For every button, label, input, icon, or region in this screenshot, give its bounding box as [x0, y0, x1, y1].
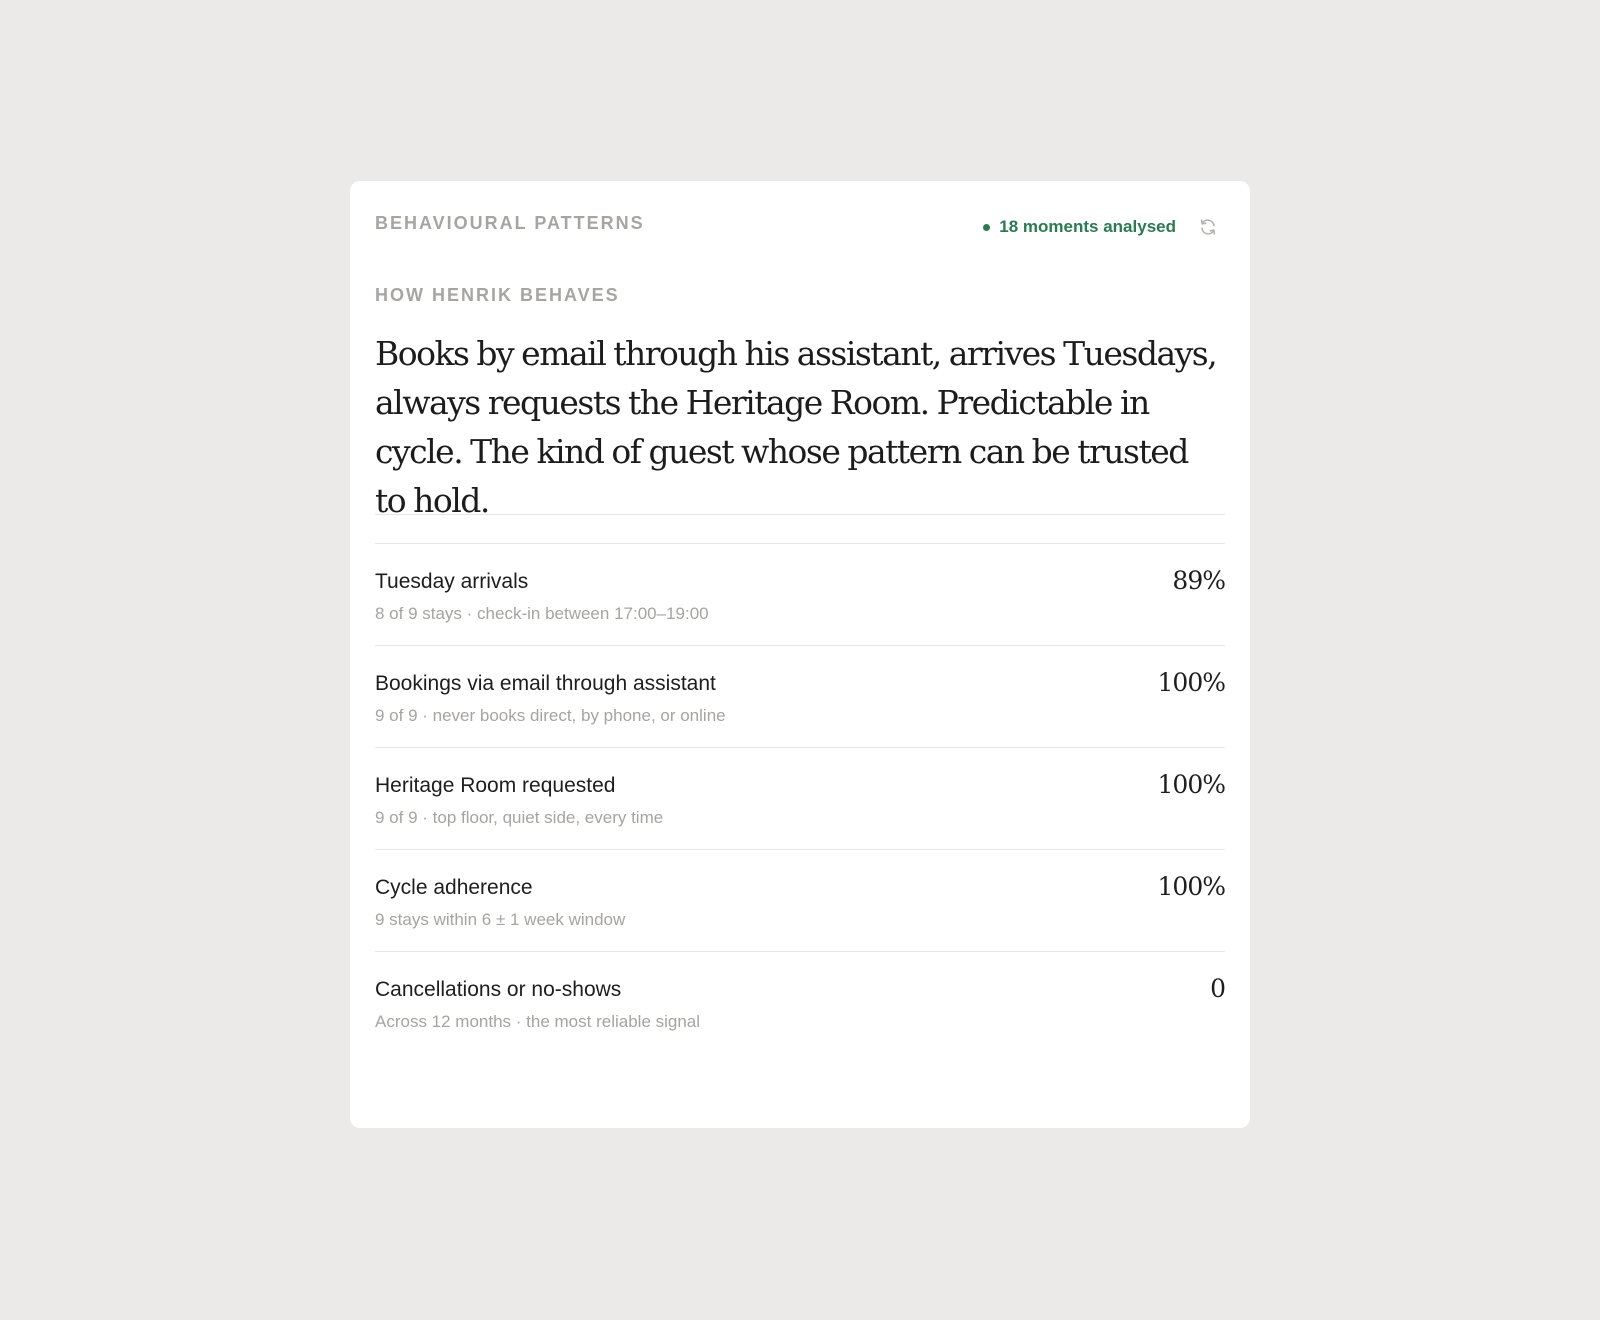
section-title: BEHAVIOURAL PATTERNS — [375, 213, 645, 233]
refresh-button[interactable] — [1197, 216, 1219, 238]
status-text: 18 moments analysed — [999, 217, 1176, 236]
metric-label: Cycle adherence — [375, 876, 533, 899]
behavioural-patterns-card — [350, 181, 1250, 1128]
metric-row-tuesday-arrivals — [375, 544, 1225, 646]
metric-detail: Across 12 months · the most reliable signal — [375, 1012, 701, 1031]
refresh-icon — [1198, 217, 1218, 237]
metric-row-cancellations — [375, 952, 1225, 1054]
status-dot-icon — [983, 224, 990, 231]
metric-detail: 9 of 9 · never books direct, by phone, or online — [375, 706, 726, 725]
metric-row-heritage-room — [375, 748, 1225, 850]
metric-value: 89% — [1172, 566, 1225, 595]
analysis-status — [983, 217, 1176, 237]
metric-row-cycle-adherence — [375, 850, 1225, 952]
metric-value: 100% — [1157, 770, 1225, 799]
behaviour-summary: Books by email through his assistant, arrives Tuesdays, always requests the Heritage Room. Predictable in cycle. The kind of guest whose pattern can be trusted to hold. — [375, 334, 1217, 520]
metric-value: 100% — [1157, 668, 1225, 697]
metric-detail: 9 of 9 · top floor, quiet side, every time — [375, 808, 664, 827]
metric-label: Heritage Room requested — [375, 774, 616, 797]
card-header — [375, 213, 1225, 243]
guest-behaviour-subtitle: HOW HENRIK BEHAVES — [375, 285, 620, 305]
metric-label: Tuesday arrivals — [375, 570, 529, 593]
card-meta — [983, 216, 1219, 238]
metric-value: 100% — [1157, 872, 1225, 901]
metric-detail: 8 of 9 stays · check-in between 17:00–19:00 — [375, 604, 709, 623]
metric-value: 0 — [1210, 974, 1225, 1003]
metric-label: Cancellations or no-shows — [375, 978, 622, 1001]
summary-divider — [375, 514, 1225, 544]
metrics-list — [375, 544, 1225, 1054]
metric-label: Bookings via email through assistant — [375, 672, 716, 695]
metric-detail: 9 stays within 6 ± 1 week window — [375, 910, 626, 929]
metric-row-email-bookings — [375, 646, 1225, 748]
